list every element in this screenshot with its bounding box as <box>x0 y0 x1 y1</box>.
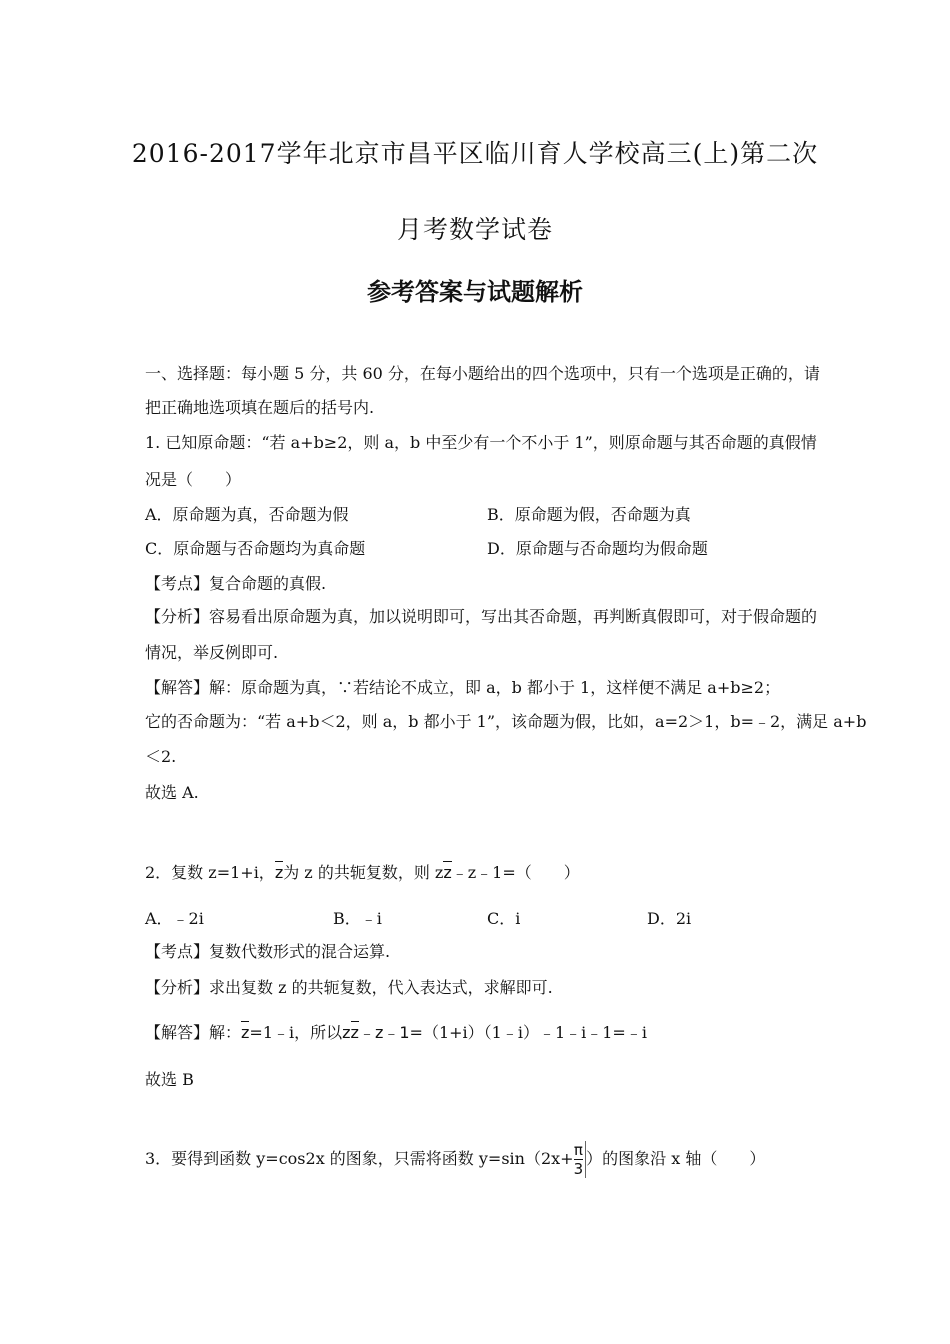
conjugate-z-symbol: z <box>274 863 284 882</box>
q3-stem <box>145 1141 765 1178</box>
q2-fenxi: 【分析】求出复数 z 的共轭复数，代入表达式，求解即可. <box>145 978 553 997</box>
q1-answer: 故选 A. <box>145 783 199 802</box>
q3-stem-text: ）的图象沿 x 轴（ ） <box>586 1149 766 1168</box>
q2-stem <box>145 860 580 883</box>
q2-jieda-text: 【解答】解： <box>145 1023 242 1042</box>
q3-stem-text: 3．要得到函数 y=cos2x 的图象，只需将函数 y=sin（2x+ <box>145 1149 574 1168</box>
q1-option-a: A．原命题为真，否命题为假 <box>145 505 349 524</box>
fraction-pi-over-3 <box>574 1141 587 1178</box>
q2-jieda <box>145 1020 647 1043</box>
q1-stem: 1. 已知原命题：“若 a+b≥2，则 a，b 中至少有一个不小于 1”，则原命题与其否命题的真假情 <box>145 433 817 452</box>
q1-option-d: D．原命题与否命题均为假命题 <box>487 539 708 558</box>
q2-stem-text: 为 z 的共轭复数，则 z <box>283 863 444 882</box>
fraction-numerator: π <box>573 1141 583 1159</box>
q2-option-d: D．2i <box>647 909 692 928</box>
q1-kaodian: 【考点】复合命题的真假. <box>145 574 327 593</box>
q2-jieda-expression <box>342 1023 409 1042</box>
page-title-line1: 2016-2017学年北京市昌平区临川育人学校高三(上)第二次 <box>131 139 819 168</box>
q2-option-a: A．﹣2i <box>145 909 204 928</box>
q1-stem: 况是（ ） <box>145 470 242 489</box>
q2-stem-text: 2．复数 z=1+i， <box>145 863 275 882</box>
q1-fenxi: 情况，举反例即可. <box>145 643 279 662</box>
q2-stem-text: ﹣z﹣1=（ ） <box>451 863 580 882</box>
z-symbol: z <box>342 1023 351 1042</box>
q1-option-c: C．原命题与否命题均为真命题 <box>145 539 366 558</box>
q1-jieda: ＜2. <box>145 747 177 766</box>
page-subtitle: 参考答案与试题解析 <box>367 277 583 306</box>
q2-option-c: C．i <box>487 909 521 928</box>
q1-option-b: B．原命题为假，否命题为真 <box>487 505 691 524</box>
q2-kaodian: 【考点】复数代数形式的混合运算. <box>145 942 391 961</box>
q2-answer: 故选 B <box>145 1070 194 1089</box>
section-intro: 一、选择题：每小题 5 分，共 60 分，在每小题给出的四个选项中，只有一个选项是正确的，请 <box>145 364 820 383</box>
q2-jieda-text: =（1+i）（1﹣i）﹣1﹣i﹣1=﹣i <box>409 1023 647 1042</box>
fraction-denominator: 3 <box>573 1160 584 1178</box>
q2-jieda-text: =1﹣i，所以 <box>249 1023 343 1042</box>
q1-fenxi: 【分析】容易看出原命题为真，加以说明即可，写出其否命题，再判断真假即可，对于假命题的 <box>145 607 818 626</box>
section-intro: 把正确地选项填在题后的括号内. <box>145 398 375 417</box>
conjugate-z-symbol: z <box>443 863 452 882</box>
q2-option-b: B．﹣i <box>333 909 382 928</box>
page-title-line2: 月考数学试卷 <box>396 215 553 244</box>
expression-rest: ﹣z﹣1 <box>358 1023 410 1042</box>
conjugate-z-symbol: z <box>350 1023 359 1042</box>
q1-jieda: 【解答】解：原命题为真，∵若结论不成立，即 a，b 都小于 1，这样便不满足 a+b≥2； <box>145 678 781 697</box>
q1-jieda: 它的否命题为：“若 a+b＜2，则 a，b 都小于 1”，该命题为假，比如，a=2＞1，b=﹣2，满足 a+b <box>145 712 867 731</box>
conjugate-z-symbol: z <box>241 1023 250 1042</box>
